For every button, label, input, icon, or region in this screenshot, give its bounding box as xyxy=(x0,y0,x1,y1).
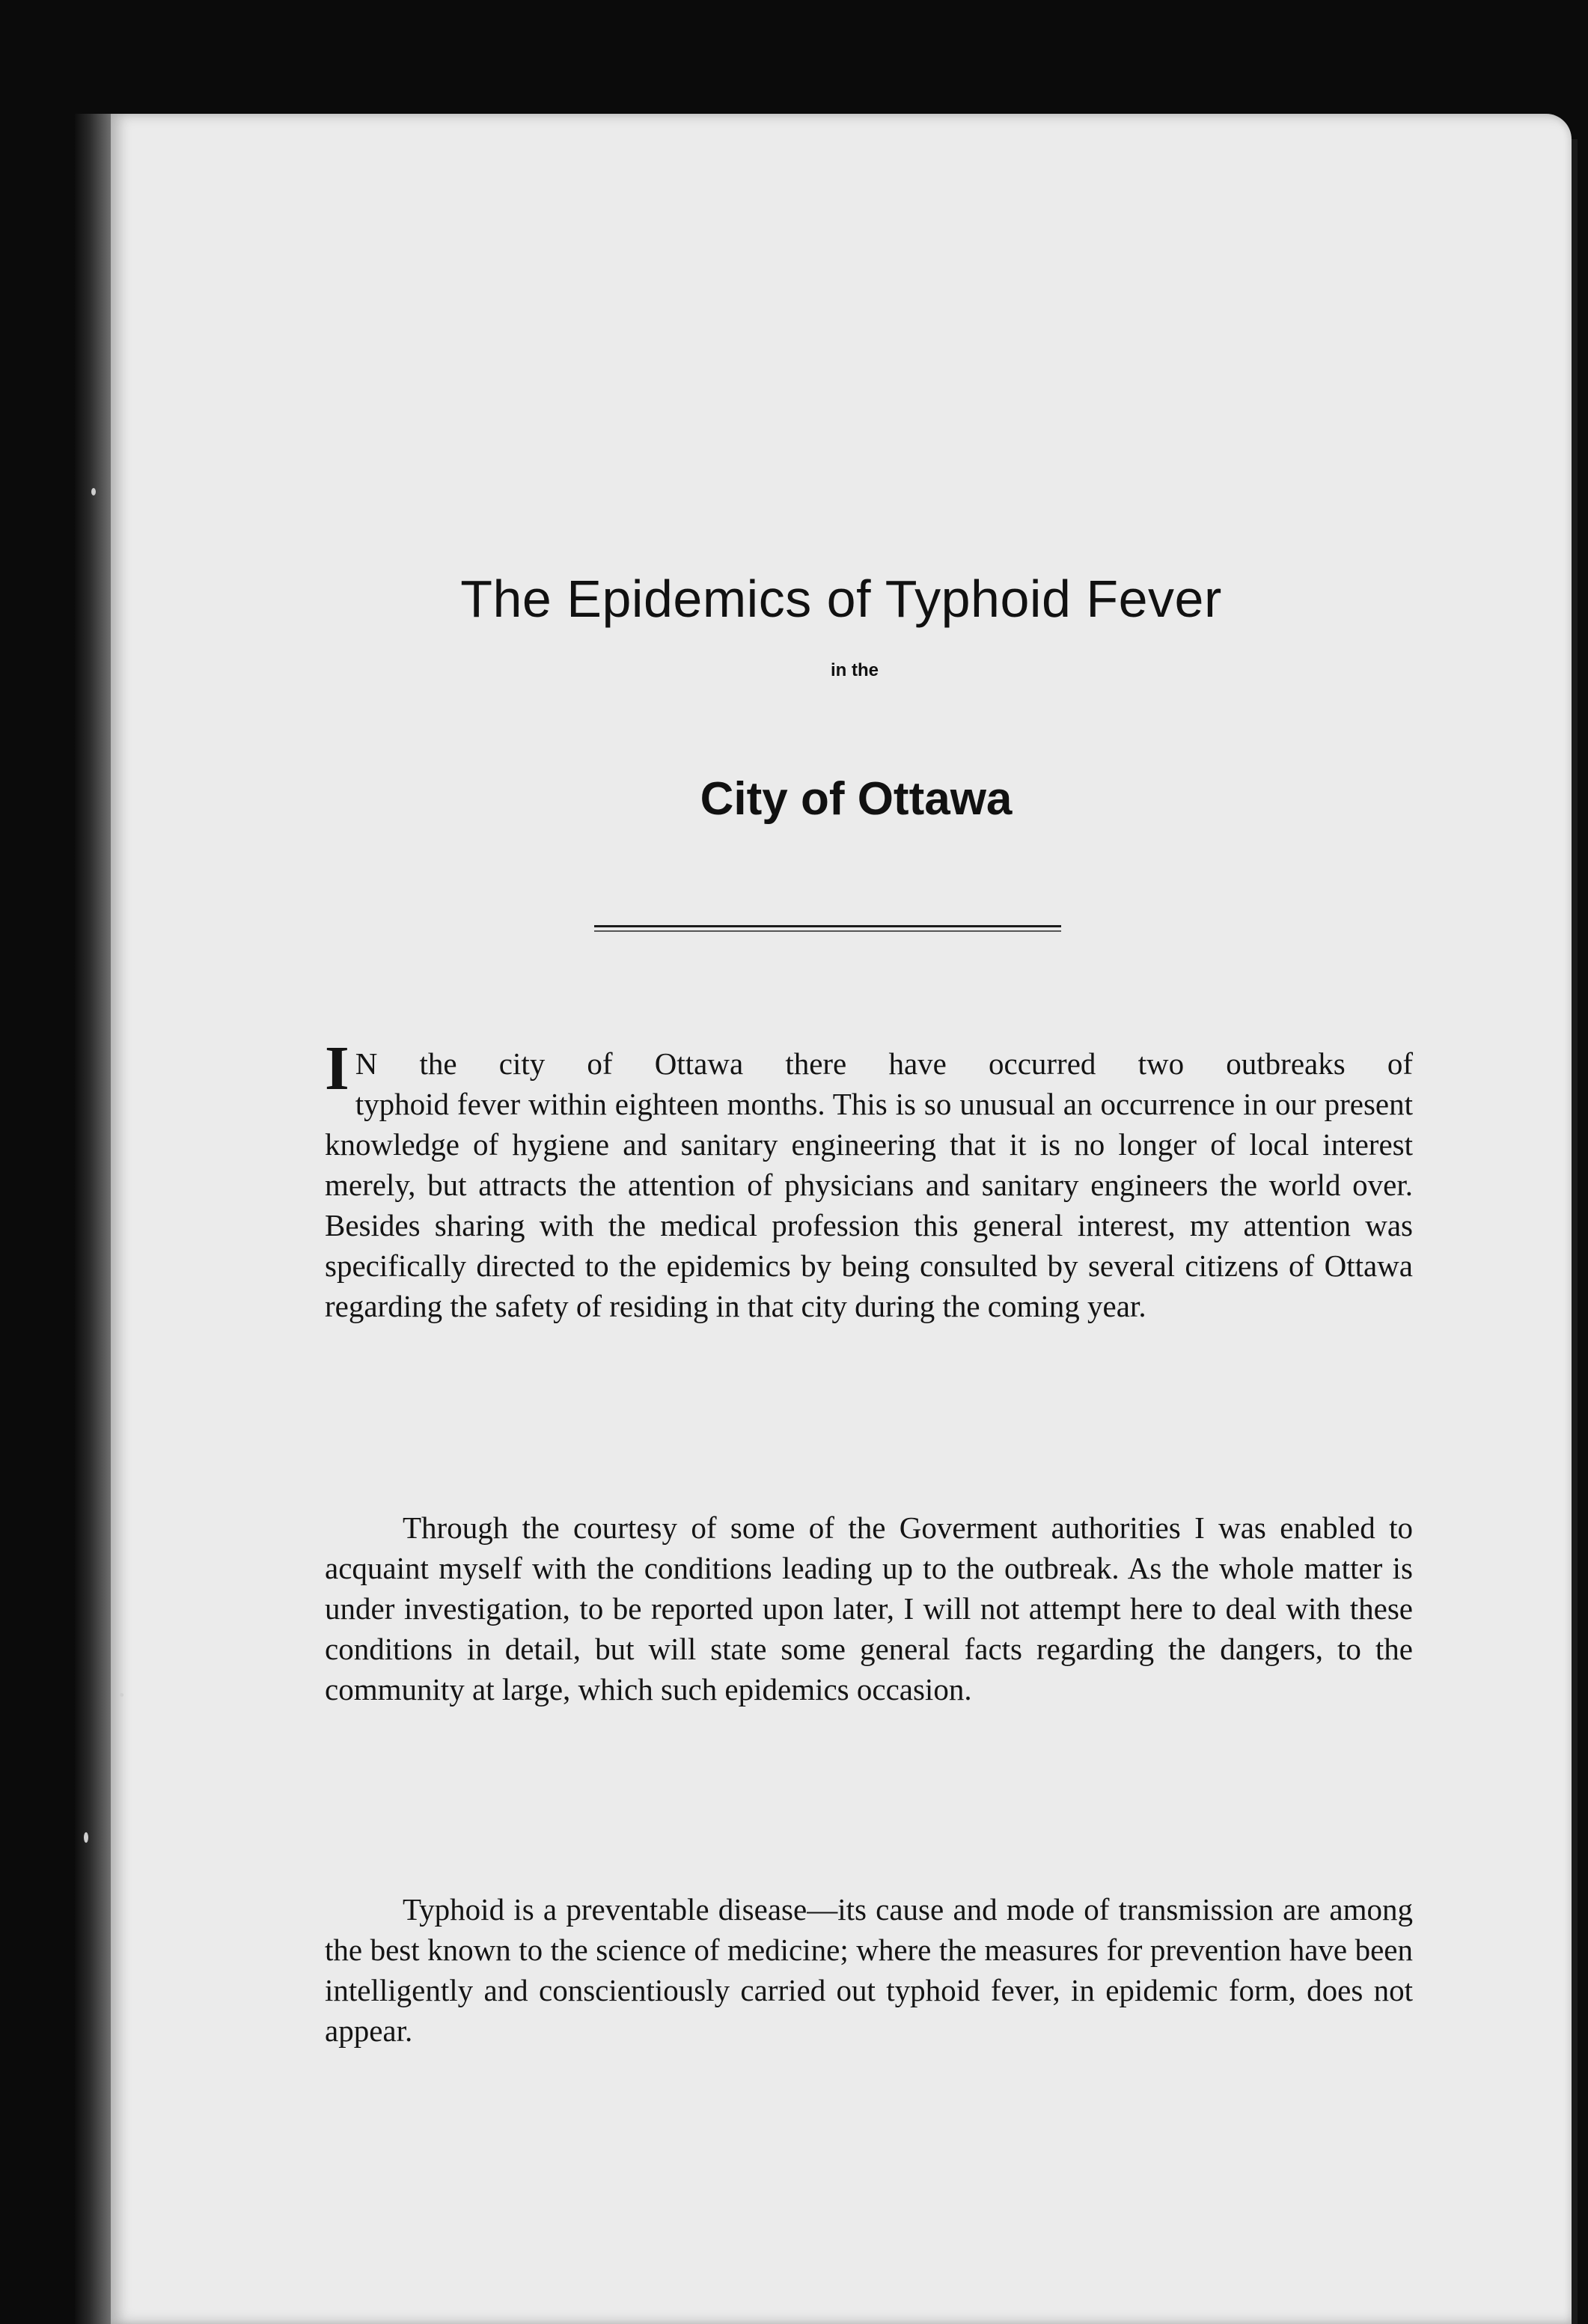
book-spine-shadow xyxy=(75,114,111,2324)
scan-speck xyxy=(91,488,96,495)
decorative-rule xyxy=(594,925,1061,934)
drop-cap: I xyxy=(325,1034,349,1103)
document-title: The Epidemics of Typhoid Fever xyxy=(460,570,1222,628)
paragraph-1-first-line: N the city of Ottawa there have occurred two outbreaks of xyxy=(355,1046,1413,1081)
document-page xyxy=(111,114,1572,2324)
page-right-edge xyxy=(1572,139,1578,2324)
paragraph-3: Typhoid is a preventable disease—its cause and mode of transmission are among the best known to the science of medicine; where the measures for prevention have been intelligently and conscientiously carried out typhoid fever, in epidemic form, does not appear. xyxy=(325,1892,1413,2048)
paragraph-1-text: typhoid fever within eighteen months. This is so unusual an occurrence in our present knowledge of hygiene and sanitary engineering that it is no longer of local interest merely, but attracts the attention of physicians and sanitary engineers the world over. Besides sharing with the medical profession this general interest, my attention was specifically directed to the epidemics by being consulted by several citizens of Ottawa regarding the safety of residing in that city during the coming year. xyxy=(325,1087,1413,1323)
rule-line-thin xyxy=(594,930,1061,932)
scan-background-top xyxy=(0,0,1588,114)
scan-speck xyxy=(84,1832,88,1843)
paragraph-1 xyxy=(325,1034,1413,1326)
document-subtitle: City of Ottawa xyxy=(700,773,1013,825)
title-connector: in the xyxy=(831,660,879,680)
rule-line-thick xyxy=(594,925,1061,927)
paragraph-2: Through the courtesy of some of the Goverment authorities I was enabled to acquaint myself with the conditions leading up to the outbreak. As the whole matter is under investigation, to be reported upon later, I will not attempt here to deal with these conditions in detail, but will state some general facts regarding the dangers, to the community at large, which such epidemics occasion. xyxy=(325,1510,1413,1707)
scan-speck xyxy=(120,1693,123,1697)
